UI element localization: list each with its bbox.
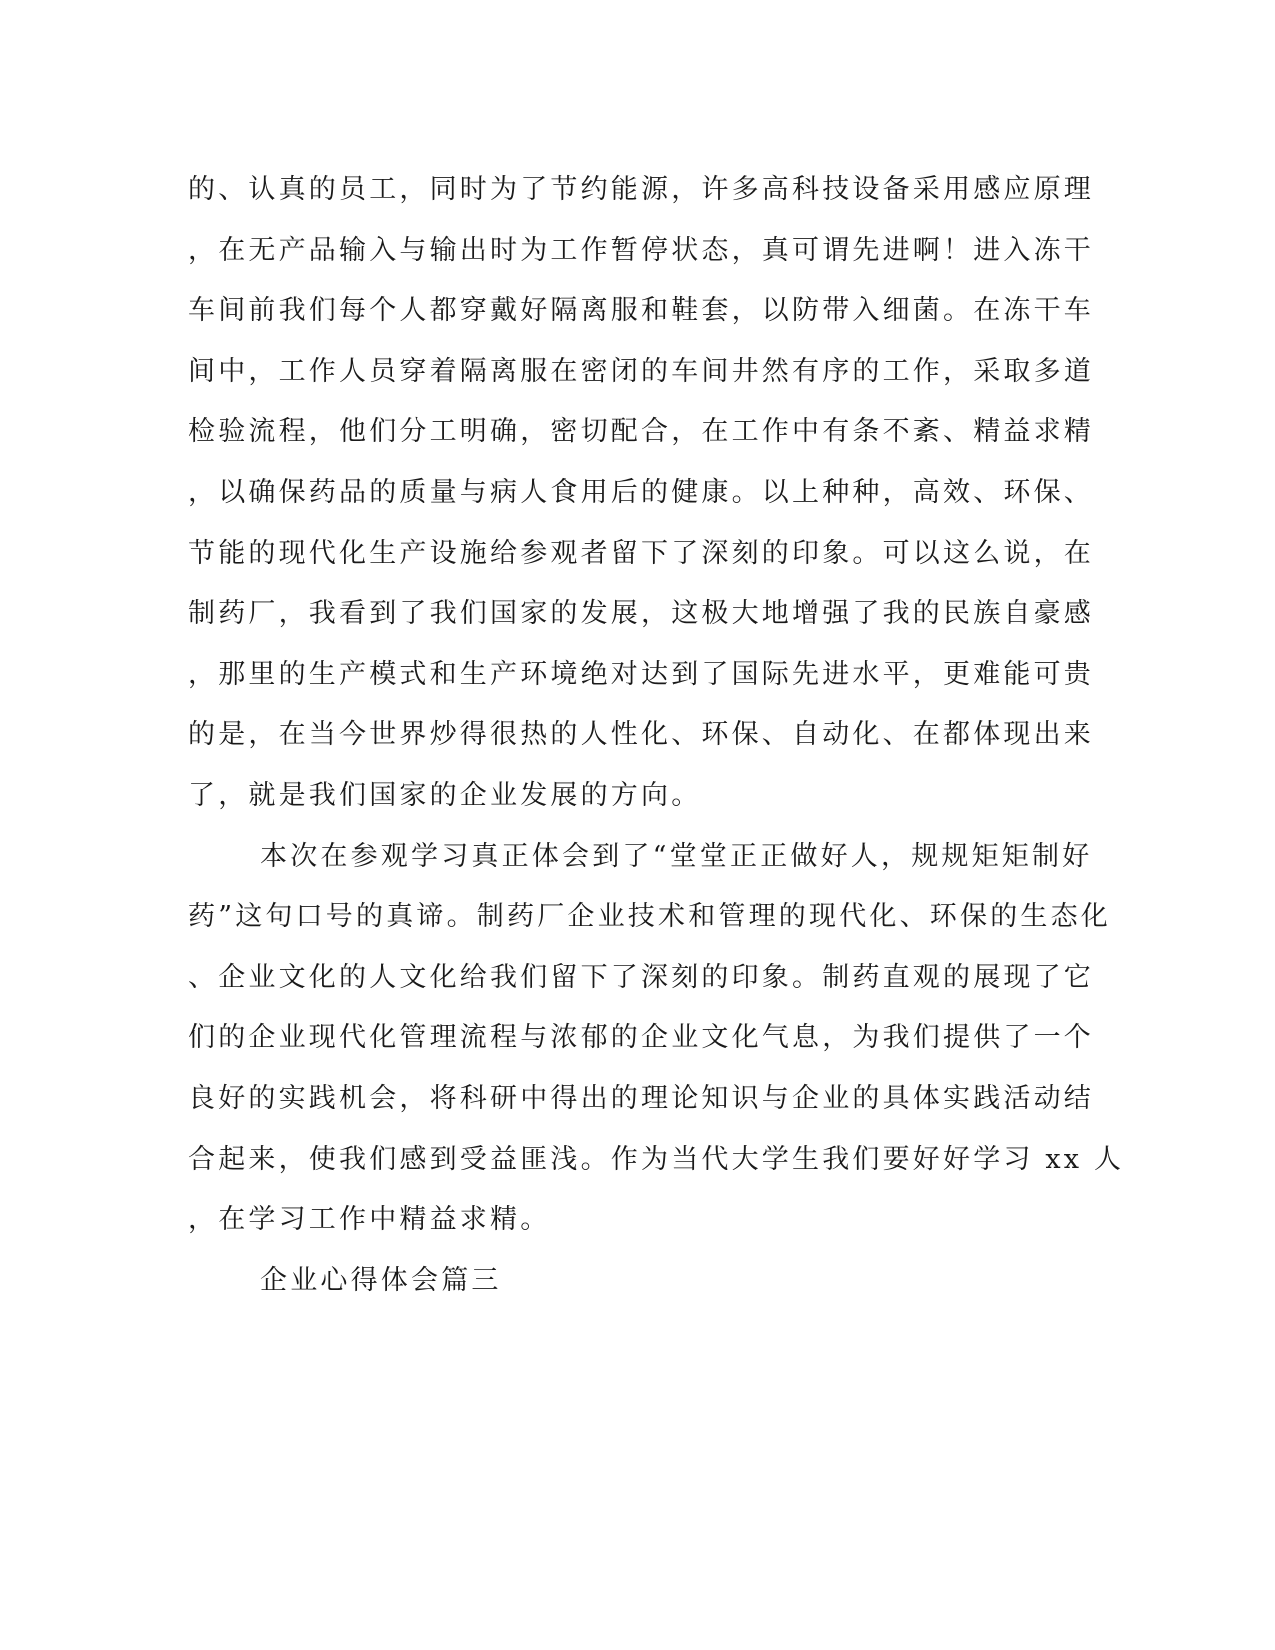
paragraph-line: 良好的实践机会，将科研中得出的理论知识与企业的具体实践活动结 xyxy=(188,1082,1094,1114)
paragraph-line: 间中，工作人员穿着隔离服在密闭的车间井然有序的工作，采取多道 xyxy=(188,355,1094,387)
paragraph-line: ，在学习工作中精益求精。 xyxy=(188,1204,551,1236)
paragraph-line: 合起来，使我们感到受益匪浅。作为当代大学生我们要好好学习 xx 人 xyxy=(188,1143,1125,1175)
paragraph-line: 车间前我们每个人都穿戴好隔离服和鞋套，以防带入细菌。在冻干车 xyxy=(188,295,1094,327)
section-heading xyxy=(188,1251,1088,1312)
paragraph-line: 的、认真的员工，同时为了节约能源，许多高科技设备采用感应原理 xyxy=(188,174,1094,205)
paragraph-line: 、企业文化的人文化给我们留下了深刻的印象。制药直观的展现了它 xyxy=(188,961,1094,993)
document-body xyxy=(188,160,1125,1311)
paragraph-line: 们的企业现代化管理流程与浓郁的企业文化气息，为我们提供了一个 xyxy=(188,1022,1094,1054)
paragraph-line: 的是，在当今世界炒得很热的人性化、环保、自动化、在都体现出来 xyxy=(188,719,1094,751)
section-title: 企业心得体会篇三 xyxy=(260,1264,502,1296)
paragraph-2 xyxy=(188,827,1125,1251)
paragraph-line: 检验流程，他们分工明确，密切配合，在工作中有条不紊、精益求精 xyxy=(188,416,1094,448)
paragraph-line: 节能的现代化生产设施给参观者留下了深刻的印象。可以这么说，在 xyxy=(188,537,1094,569)
paragraph-line: 药”这句口号的真谛。制药厂企业技术和管理的现代化、环保的生态化 xyxy=(188,901,1112,933)
paragraph-line: ，以确保药品的质量与病人食用后的健康。以上种种，高效、环保、 xyxy=(188,476,1094,508)
paragraph-line: 制药厂，我看到了我们国家的发展，这极大地增强了我的民族自豪感 xyxy=(188,598,1094,630)
paragraph-line: 了，就是我们国家的企业发展的方向。 xyxy=(188,779,702,811)
paragraph-line: ，在无产品输入与输出时为工作暂停状态，真可谓先进啊！进入冻干 xyxy=(188,234,1094,266)
paragraph-1 xyxy=(188,160,1094,827)
paragraph-line: 本次在参观学习真正体会到了“堂堂正正做好人，规规矩矩制好 xyxy=(260,840,1093,872)
paragraph-line: ，那里的生产模式和生产环境绝对达到了国际先进水平，更难能可贵 xyxy=(188,658,1094,690)
